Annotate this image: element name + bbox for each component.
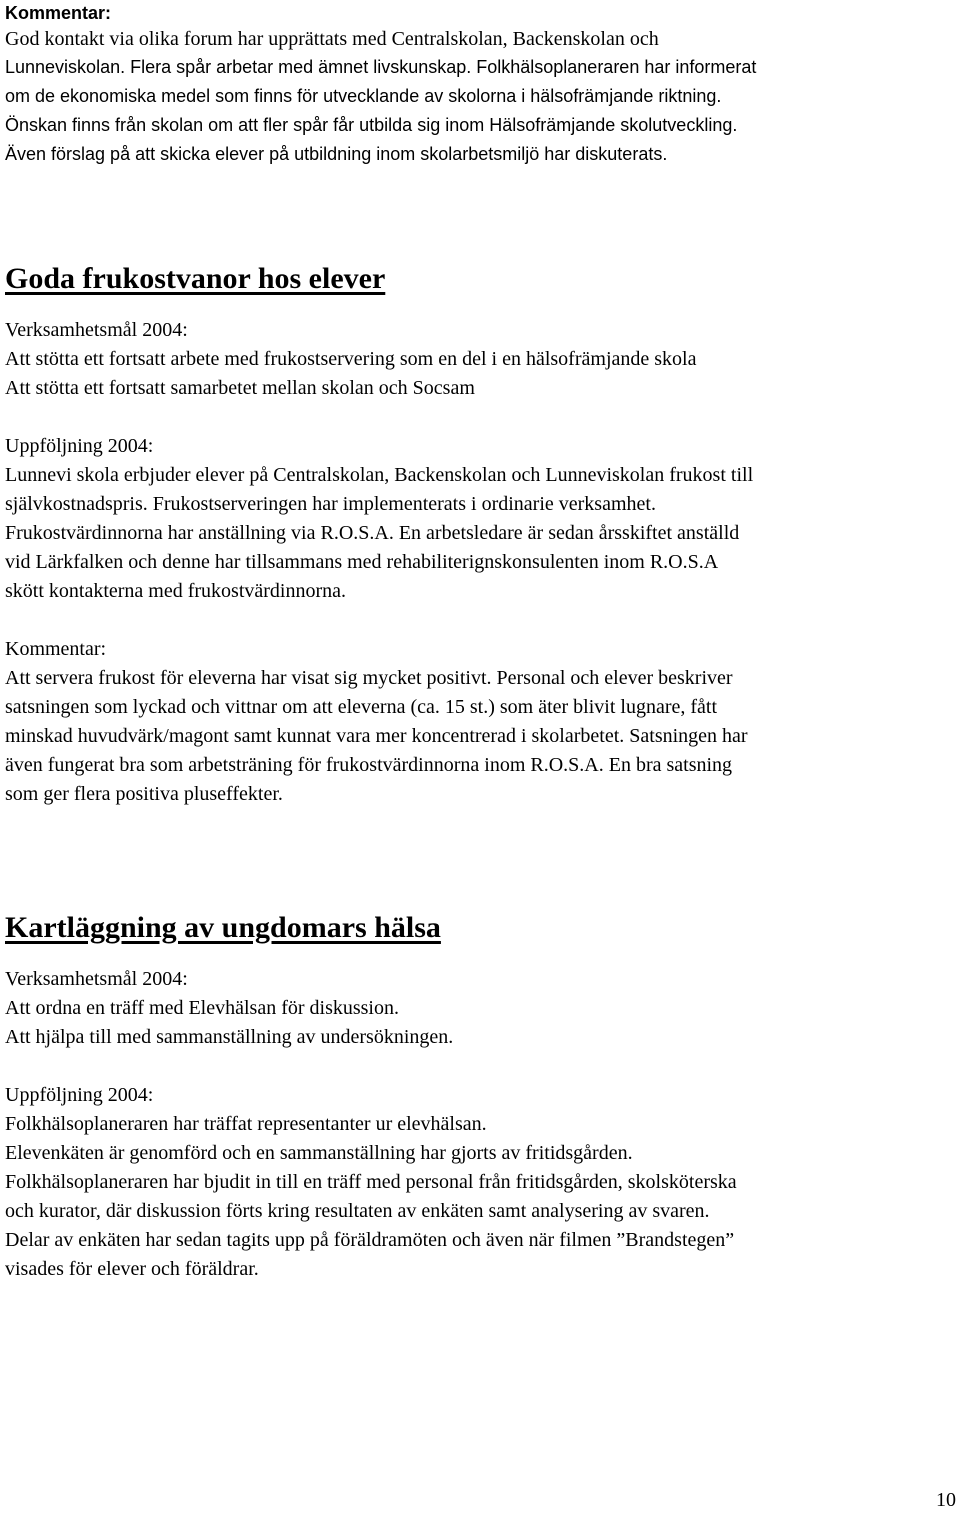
page-number: 10	[936, 1489, 956, 1511]
goal-line: Att stötta ett fortsatt arbete med frukostservering som en del i en hälsofrämjande skola	[5, 348, 697, 370]
section-youth-health	[5, 910, 737, 1284]
goal-line: Att hjälpa till med sammanställning av undersökningen.	[5, 1026, 454, 1048]
comment-line: satsningen som lyckad och vittnar om att eleverna (ca. 15 st.) som äter blivit lugnare, fått	[5, 696, 718, 718]
section-heading: Goda frukostvanor hos elever	[5, 262, 386, 295]
intro-line-1: God kontakt via olika forum har upprättats med Centralskolan, Backenskolan och	[5, 28, 659, 50]
followup-line: självkostnadspris. Frukostserveringen har implementerats i ordinarie verksamhet.	[5, 493, 656, 515]
comment-line: Att servera frukost för eleverna har visat sig mycket positivt. Personal och elever beskriver	[5, 667, 733, 689]
intro-comment-label: Kommentar:	[5, 3, 112, 23]
followup-label: Uppföljning 2004:	[5, 435, 154, 457]
followup-line: Elevenkäten är genomförd och en sammanställning har gjorts av fritidsgården.	[5, 1142, 633, 1164]
goal-line: Att stötta ett fortsatt samarbetet mellan skolan och Socsam	[5, 377, 475, 399]
followup-line: Delar av enkäten har sedan tagits upp på föräldramöten och även när filmen ”Brandstegen”	[5, 1229, 735, 1251]
followup-line: Folkhälsoplaneraren har träffat representanter ur elevhälsan.	[5, 1113, 487, 1135]
intro-line-2: Lunneviskolan. Flera spår arbetar med ämnet livskunskap. Folkhälsoplaneraren har informerat	[5, 57, 757, 77]
comment-line: även fungerat bra som arbetsträning för frukostvärdinnorna inom R.O.S.A. En bra satsning	[5, 754, 733, 776]
comment-line: som ger flera positiva pluseffekter.	[5, 783, 283, 805]
intro-line-4: Önskan finns från skolan om att fler spår får utbilda sig inom Hälsofrämjande skolutveckling.	[5, 115, 738, 135]
comment-label: Kommentar:	[5, 638, 107, 660]
intro-line-5: Även förslag på att skicka elever på utbildning inom skolarbetsmiljö har diskuterats.	[5, 144, 668, 164]
goal-line: Att ordna en träff med Elevhälsan för diskussion.	[5, 997, 399, 1019]
comment-line: minskad huvudvärk/magont samt kunnat vara mer koncentrerad i skolarbetet. Satsningen har	[5, 725, 748, 747]
goal-label: Verksamhetsmål 2004:	[5, 319, 188, 341]
section-breakfast	[5, 261, 753, 809]
followup-line: vid Lärkfalken och denne har tillsammans med rehabiliterignskonsulenten inom R.O.S.A	[5, 551, 719, 573]
intro-line-3: om de ekonomiska medel som finns för utvecklande av skolorna i hälsofrämjande riktning.	[5, 86, 722, 106]
followup-label: Uppföljning 2004:	[5, 1084, 154, 1106]
intro-comment	[5, 0, 756, 169]
followup-line: Lunnevi skola erbjuder elever på Centralskolan, Backenskolan och Lunneviskolan frukost till	[5, 464, 754, 486]
followup-line: visades för elever och föräldrar.	[5, 1258, 259, 1280]
followup-line: Folkhälsoplaneraren har bjudit in till en träff med personal från fritidsgården, skolsköterska	[5, 1171, 737, 1193]
section-heading: Kartläggning av ungdomars hälsa	[5, 911, 441, 944]
followup-line: skött kontakterna med frukostvärdinnorna.	[5, 580, 347, 602]
goal-label: Verksamhetsmål 2004:	[5, 968, 188, 990]
followup-line: Frukostvärdinnorna har anställning via R.O.S.A. En arbetsledare är sedan årsskiftet anställd	[5, 522, 740, 544]
followup-line: och kurator, där diskussion förts kring resultaten av enkäten samt analysering av svaren.	[5, 1200, 710, 1222]
